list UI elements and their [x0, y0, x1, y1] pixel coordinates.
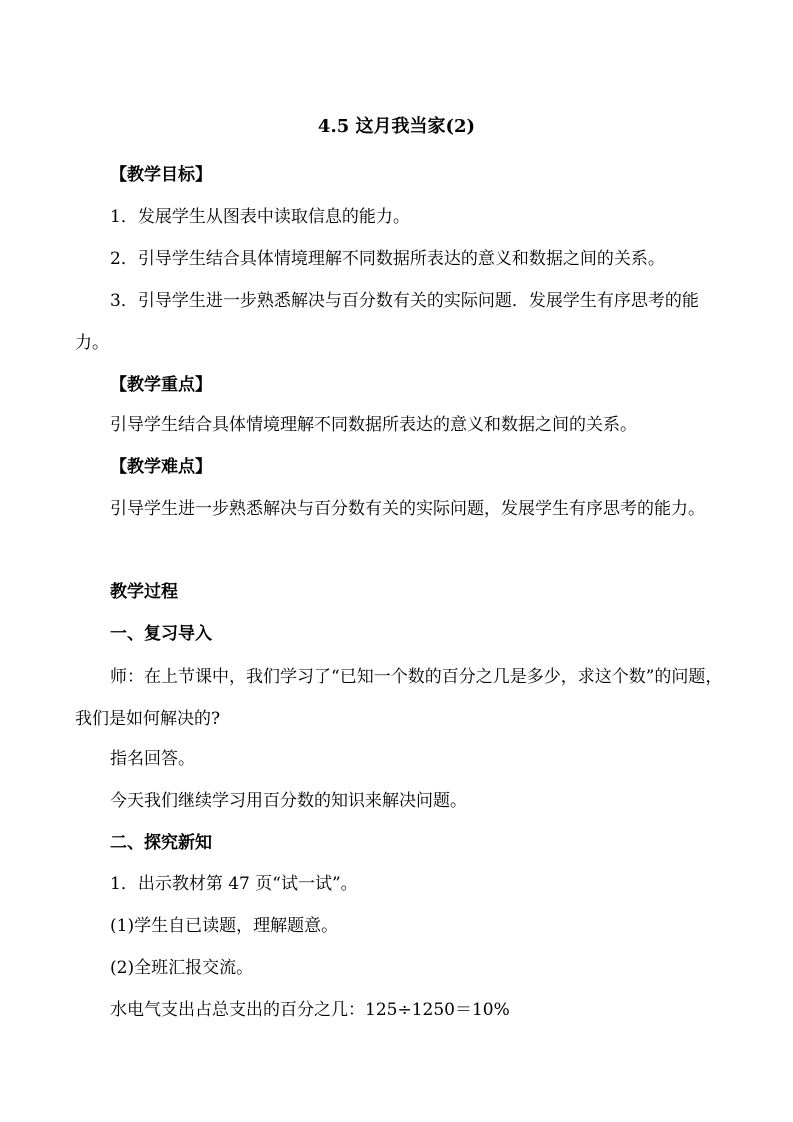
review-answer: 指名回答。	[110, 749, 195, 769]
utilities-formula: 水电气支出占总支出的百分之几：125÷1250＝10%	[110, 1000, 510, 1020]
section-1-heading: 一、复习导入	[110, 624, 212, 644]
review-transition: 今天我们继续学习用百分数的知识来解决问题。	[110, 791, 467, 811]
explore-1-step-2: (2)全班汇报交流。	[110, 958, 254, 978]
section-2-heading: 二、探究新知	[110, 833, 212, 853]
explore-1-step-1: (1)学生自已读题，理解题意。	[110, 916, 339, 936]
objective-3: 3．引导学生进一步熟悉解决与百分数有关的实际问题．发展学生有序思考的能力。	[75, 291, 699, 353]
difficulties-text: 引导学生进一步熟悉解决与百分数有关的实际问题，发展学生有序思考的能力。	[110, 499, 705, 519]
document-title: 4.5 这月我当家(2)	[317, 116, 476, 137]
objective-2: 2．引导学生结合具体情境理解不同数据所表达的意义和数据之间的关系。	[110, 249, 665, 269]
objectives-heading: 【教学目标】	[110, 165, 212, 185]
review-question: 师：在上节课中，我们学习了“已知一个数的百分之几是多少，求这个数”的问题，我们是如何解决的?	[75, 667, 723, 729]
process-heading: 教学过程	[110, 582, 178, 602]
objective-1: 1．发展学生从图表中读取信息的能力。	[110, 207, 410, 227]
explore-1: 1．出示教材第 47 页“试一试”。	[110, 874, 358, 894]
difficulties-heading: 【教学难点】	[110, 457, 212, 477]
key-points-heading: 【教学重点】	[110, 375, 212, 395]
key-points-text: 引导学生结合具体情境理解不同数据所表达的意义和数据之间的关系。	[110, 415, 637, 435]
